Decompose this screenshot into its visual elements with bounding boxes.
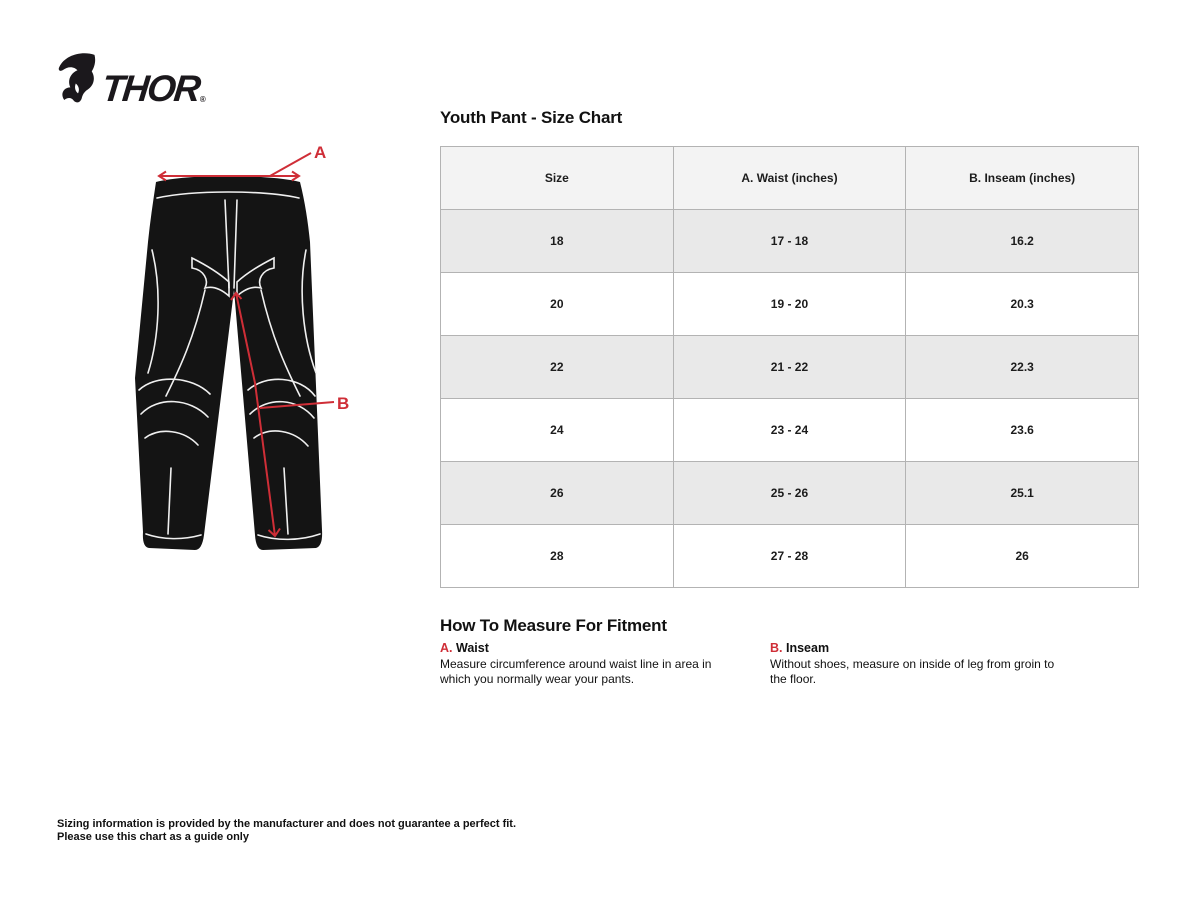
pants-illustration [135, 176, 322, 550]
table-row [441, 210, 1139, 273]
thor-logo [56, 52, 206, 109]
table-row [441, 462, 1139, 525]
a-pointer-line [270, 153, 311, 176]
table-header-row [441, 147, 1139, 210]
size-cell: 18 [441, 210, 674, 273]
column-header-inseam: B. Inseam (inches) [906, 147, 1139, 210]
inseam-cell: 26 [906, 525, 1139, 588]
table-row [441, 525, 1139, 588]
pants-measurement-diagram [108, 138, 358, 570]
measure-letter-b: B. [770, 641, 783, 655]
waist-cell: 25 - 26 [673, 462, 906, 525]
measure-heading: How To Measure For Fitment [440, 616, 667, 635]
waist-label-a: A [314, 143, 327, 162]
size-cell: 28 [441, 525, 674, 588]
inseam-cell: 16.2 [906, 210, 1139, 273]
measure-waist-description: Measure circumference around waist line in area in which you normally wear your pants. [440, 657, 712, 686]
disclaimer-line-2: Please use this chart as a guide only [57, 830, 249, 843]
registered-mark: ® [199, 95, 206, 104]
inseam-cell: 20.3 [906, 273, 1139, 336]
table-row [441, 399, 1139, 462]
size-cell: 22 [441, 336, 674, 399]
measure-inseam-description: Without shoes, measure on inside of leg from groin to the floor. [770, 657, 1055, 686]
measure-inseam-section [770, 641, 1070, 686]
measure-letter-a: A. [440, 641, 453, 655]
inseam-cell: 23.6 [906, 399, 1139, 462]
inseam-label-b: B [337, 394, 350, 413]
waist-cell: 21 - 22 [673, 336, 906, 399]
disclaimer-line-1: Sizing information is provided by the manufacturer and does not guarantee a perfect fit. [57, 818, 517, 830]
measure-inseam-label [770, 641, 1070, 655]
inseam-cell: 22.3 [906, 336, 1139, 399]
table-row [441, 336, 1139, 399]
thor-goat-head-icon [56, 52, 100, 104]
column-header-waist: A. Waist (inches) [673, 147, 906, 210]
measure-waist-label [440, 641, 740, 655]
column-header-size: Size [441, 147, 674, 210]
thor-wordmark: THOR [99, 67, 202, 109]
waist-cell: 17 - 18 [673, 210, 906, 273]
size-cell: 26 [441, 462, 674, 525]
measure-label-text: Waist [455, 641, 489, 655]
measure-waist-section [440, 641, 740, 686]
waist-cell: 27 - 28 [673, 525, 906, 588]
measure-label-text: Inseam [785, 641, 830, 655]
sizing-disclaimer [57, 818, 516, 843]
size-chart-title: Youth Pant - Size Chart [440, 108, 623, 127]
table-row [441, 273, 1139, 336]
size-cell: 20 [441, 273, 674, 336]
size-chart-table [440, 146, 1139, 588]
waist-cell: 19 - 20 [673, 273, 906, 336]
size-cell: 24 [441, 399, 674, 462]
inseam-cell: 25.1 [906, 462, 1139, 525]
waist-cell: 23 - 24 [673, 399, 906, 462]
